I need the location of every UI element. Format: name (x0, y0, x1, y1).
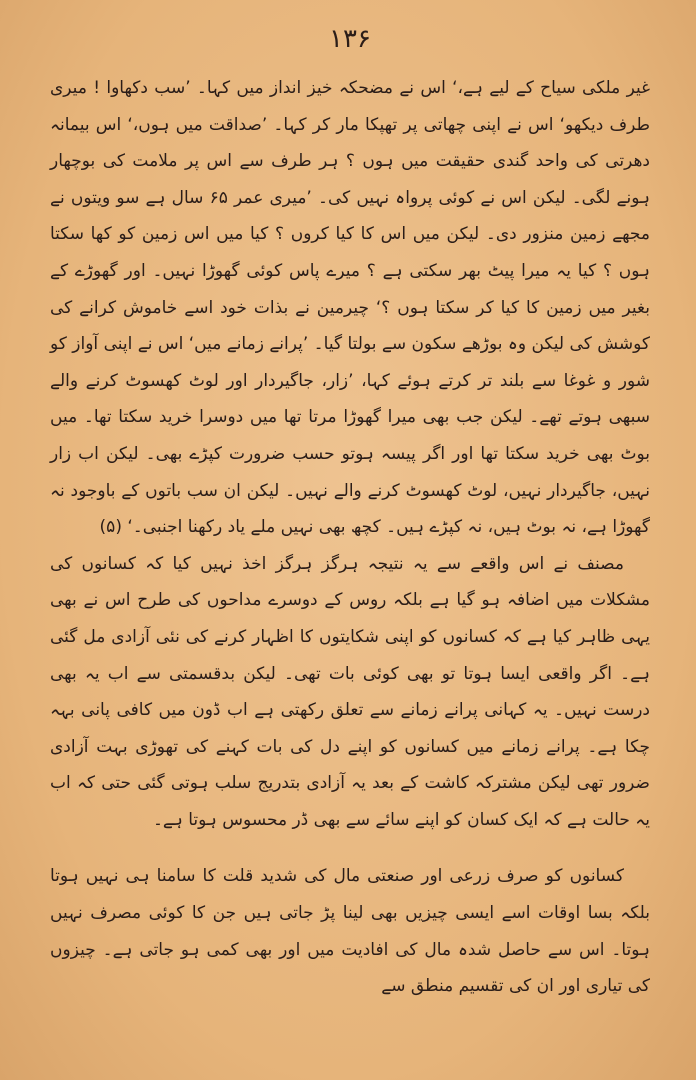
paragraph-quote: غیر ملکی سیاح کے لیے ہے،‘ اس نے مضحکہ خیز انداز میں کہا۔ ’سب دکھاوا ! میری طرف دیکھو‘ اس نے اپنی چھاتی پر تھپکا مار کر کہا۔ ’صداقت میں ہوں،‘ اس بیمانہ دھرتی کی واحد گندی حقیقت میں ہوں ؟ ہر طرف سے اس پر ملامت کی بوچھار ہونے لگی۔ لیکن اس نے کوئی پرواہ نہیں کی۔ ’میری عمر ۶۵ سال ہے سو ویتوں نے مجھے زمین منزور دی۔ لیکن میں اس کا کیا کروں ؟ کیا میں اس زمین کو کھا سکتا ہوں ؟ کیا یہ میرا پیٹ بھر سکتی ہے ؟ میرے پاس کوئی گھوڑا نہیں۔ اور گھوڑے کے بغیر میں زمین کا کیا کر سکتا ہوں ؟‘ چیرمین نے بذات خود اسے خاموش کرانے کی کوشش کی لیکن وہ بوڑھے سکون سے بولتا گیا۔ ’پرانے زمانے میں‘ اس نے اپنی آواز کو شور و غوغا سے بلند تر کرتے ہوئے کہا، ’زار، جاگیردار اور لوٹ کھسوٹ کرنے والے سبھی ہوتے تھے۔ لیکن جب بھی میرا گھوڑا مرتا تھا میں دوسرا خرید سکتا تھا۔ میں بوٹ بھی خرید سکتا تھا اور اگر پیسہ ہوتو حسب ضرورت کپڑے بھی۔ لیکن اب زار نہیں، جاگیردار نہیں، لوٹ کھسوٹ کرنے والے نہیں۔ لیکن ان سب باتوں کے باوجود نہ گھوڑا ہے، نہ بوٹ ہیں، نہ کپڑے ہیں۔ کچھ بھی نہیں ملے یاد رکھنا اجنبی۔‘ (۵) (50, 78, 650, 538)
page-number: ۱۳۶ (329, 24, 371, 54)
paragraph-author-conclusion: مصنف نے اس واقعے سے یہ نتیجہ ہرگز ہرگز اخذ نہیں کیا کہ کسانوں کی مشکلات میں اضافہ ہو گیا ہے بلکہ روس کے دوسرے مداحوں کی طرح اس نے بھی یہی ظاہر کیا ہے کہ کسانوں کو اپنی شکایتوں کا اظہار کرنے کی نئی آزادی مل گئی ہے۔ اگر واقعی ایسا ہوتا تو بھی کوئی بات تھی۔ لیکن بدقسمتی سے اب یہ بھی درست نہیں۔ یہ کہانی پرانے زمانے سے تعلق رکھتی ہے اب ڈون میں کافی پانی بہہ چکا ہے۔ پرانے زمانے میں کسانوں کو اپنے دل کی بات کہنے کی تھوڑی بہت آزادی ضرور تھی لیکن مشترکہ کاشت کے بعد یہ آزادی بتدریج سلب ہوتی گئی حتی کہ اب یہ حالت ہے کہ ایک کسان کو اپنے سائے سے بھی ڈر محسوس ہوتا ہے۔ (50, 553, 650, 830)
paragraph-shortages: کسانوں کو صرف زرعی اور صنعتی مال کی شدید قلت کا سامنا ہی نہیں ہوتا بلکہ بسا اوقات اسے ایسی چیزیں بھی لینا پڑ جاتی ہیں جن کا کوئی مصرف نہیں ہوتا۔ اس سے حاصل شدہ مال کی افادیت میں اور بھی کمی ہو جاتی ہے۔ چیزوں کی تیاری اور ان کی تقسیم منطق سے (50, 866, 650, 997)
page-body (50, 70, 650, 1005)
